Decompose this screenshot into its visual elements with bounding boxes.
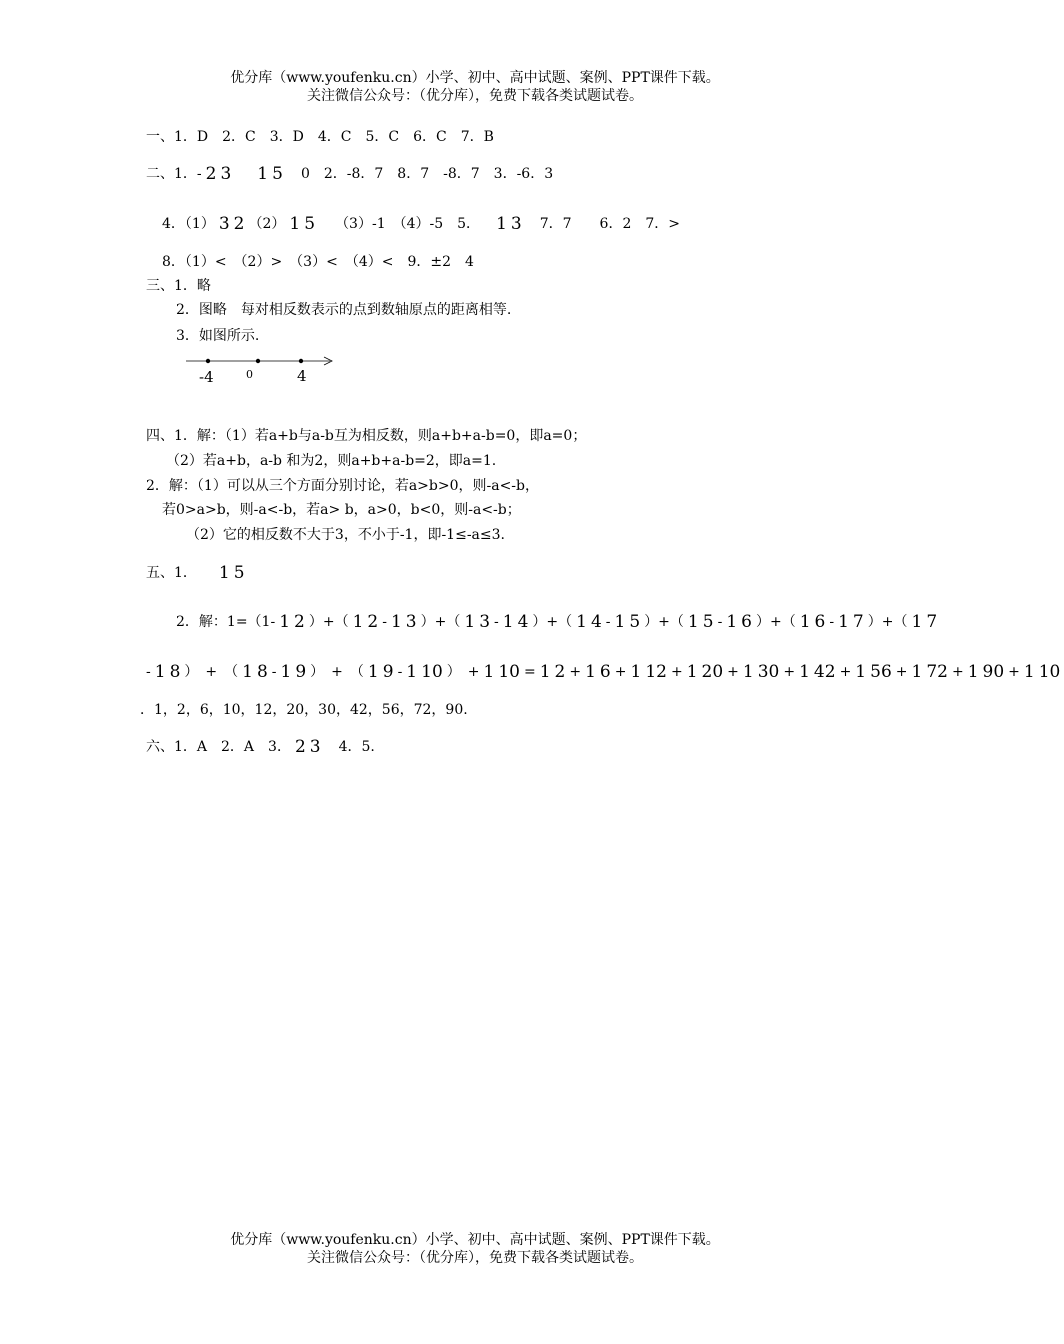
denominator: 3	[405, 611, 417, 632]
answer-section-5-line-1	[146, 563, 249, 583]
fraction	[501, 613, 531, 632]
fraction	[204, 165, 234, 184]
denominator: 56	[870, 661, 892, 682]
numerator: 1	[967, 661, 979, 682]
text-segment: -	[494, 614, 499, 630]
fraction	[277, 613, 307, 632]
text-segment: 4．5.	[324, 739, 375, 755]
text-segment: -	[146, 664, 151, 680]
fraction	[628, 663, 668, 682]
text-segment: 2．解：1=（1-	[176, 614, 276, 630]
text-segment: 4．（1）	[162, 216, 215, 232]
answer-section-5-line-2	[176, 612, 941, 632]
denominator: 42	[813, 661, 836, 682]
text-segment: ）+（	[644, 614, 684, 630]
numerator: 2	[294, 736, 306, 757]
numerator: 1	[911, 661, 923, 682]
fraction	[836, 613, 866, 632]
text-segment: +	[727, 664, 739, 680]
answer-section-4-line-5: （2）它的相反数不大于3，不小于-1，即-1≤-a≤3.	[186, 527, 505, 543]
fraction	[494, 215, 524, 234]
number-line-label: -4	[199, 368, 214, 386]
answer-section-4-line-3: 2．解：（1）可以从三个方面分别讨论，若a>b>0，则-a<-b，	[146, 478, 539, 494]
fraction	[217, 215, 247, 234]
fraction	[686, 613, 716, 632]
denominator: 3	[309, 736, 321, 757]
header-line-2: 关注微信公众号：（优分库），免费下载各类试题试卷。	[307, 88, 643, 104]
text-segment: -	[717, 614, 723, 630]
answer-section-3-line-2: 2．图略 每对相反数表示的点到数轴原点的距离相等.	[176, 302, 512, 318]
denominator: 12	[645, 661, 667, 682]
fraction	[255, 165, 285, 184]
numerator: 1	[218, 562, 230, 583]
denominator: 6	[814, 611, 826, 632]
answer-section-3-line-3: 3．如图所示.	[176, 328, 260, 344]
denominator: 9	[382, 661, 394, 682]
numerator: 1	[154, 661, 166, 682]
denominator: 10	[498, 661, 520, 682]
text-segment: =	[523, 664, 536, 680]
denominator: 10	[1038, 661, 1061, 682]
denominator: 5	[702, 611, 714, 632]
denominator: 30	[757, 661, 780, 682]
point-4	[299, 359, 303, 363]
fraction	[217, 564, 247, 583]
denominator: 6	[599, 661, 611, 682]
denominator: 5	[629, 611, 641, 632]
fraction	[351, 613, 381, 632]
text-segment: ）+（	[420, 614, 461, 630]
numerator: 1	[406, 661, 418, 682]
point-minus-4	[206, 359, 210, 363]
text-segment: -	[271, 664, 277, 680]
numerator: 1	[799, 611, 811, 632]
numerator: 1	[585, 661, 596, 682]
text-segment: 二、1．-	[146, 166, 202, 182]
denominator: 7	[926, 611, 938, 632]
fraction	[910, 663, 950, 682]
numerator: 1	[838, 611, 849, 632]
denominator: 72	[926, 661, 948, 682]
numerator: 1	[687, 611, 699, 632]
numerator: 1	[1023, 661, 1035, 682]
denominator: 9	[295, 661, 307, 682]
answer-section-1: 一、1．D 2．C 3．D 4．C 5．C 6．C 7．B	[146, 129, 494, 145]
numerator: 1	[289, 213, 301, 234]
numerator: 1	[352, 611, 364, 632]
denominator: 4	[517, 611, 529, 632]
text-segment: -	[397, 664, 403, 680]
text-segment: ）+（	[755, 614, 796, 630]
denominator: 8	[256, 661, 268, 682]
footer-line-1: 优分库（www.youfenku.cn）小学、初中、高中试题、案例、PPT课件下载。	[230, 1232, 720, 1248]
fraction	[685, 663, 725, 682]
numerator: 1	[911, 611, 923, 632]
fraction	[389, 613, 419, 632]
denominator: 3	[510, 213, 522, 234]
fraction	[1022, 663, 1062, 682]
text-segment: ）+（	[867, 614, 908, 630]
denominator: 8	[169, 661, 181, 682]
fraction	[538, 663, 568, 682]
numerator: 1	[464, 611, 476, 632]
fraction	[724, 613, 754, 632]
answer-section-5-line-4: ．1，2，6，10，12，20，30，42，56，72，90.	[140, 702, 468, 718]
fraction	[966, 663, 1006, 682]
denominator: 2	[294, 611, 305, 632]
fraction	[240, 663, 270, 682]
fraction	[797, 663, 837, 682]
text-segment: 7．7 6．2 7．>	[525, 216, 680, 232]
text-segment: （2）	[248, 216, 286, 232]
fraction	[293, 738, 323, 757]
answer-section-2-line-3: 8．（1）< （2）> （3）< （4）< 9．±2 4	[162, 254, 474, 270]
answer-section-4-line-1: 四、1．解：（1）若a+b与a-b互为相反数，则a+b+a-b=0，即a=0；	[146, 428, 587, 444]
fraction	[462, 613, 492, 632]
header-line-1: 优分库（www.youfenku.cn）小学、初中、高中试题、案例、PPT课件下载。	[230, 70, 720, 86]
numerator: 1	[726, 611, 738, 632]
denominator: 3	[220, 163, 232, 184]
denominator: 10	[421, 661, 443, 682]
answer-section-2-line-1	[146, 164, 553, 184]
numerator: 2	[205, 163, 217, 184]
text-segment: +	[670, 664, 683, 680]
text-segment: ） +	[446, 664, 480, 680]
text-segment: -	[382, 614, 387, 630]
denominator: 5	[233, 562, 245, 583]
numerator: 1	[686, 661, 698, 682]
text-segment: 六、1．A 2．A 3．	[146, 739, 291, 755]
numerator: 1	[496, 213, 507, 234]
numerator: 1	[367, 661, 379, 682]
footer-line-2: 关注微信公众号：（优分库），免费下载各类试题试卷。	[307, 1250, 643, 1266]
numerator: 1	[502, 611, 514, 632]
text-segment: ）+（	[532, 614, 573, 630]
numerator: 1	[280, 661, 292, 682]
fraction	[613, 613, 643, 632]
denominator: 2	[367, 611, 379, 632]
text-segment: -	[605, 614, 611, 630]
text-segment: +	[783, 664, 796, 680]
text-segment: +	[895, 664, 908, 680]
answer-section-4-line-4: 若0>a>b，则-a<-b，若a> b，a>0，b<0，则-a<-b；	[162, 502, 521, 518]
number-line-label: 4	[297, 367, 307, 385]
fraction	[574, 613, 604, 632]
fraction	[741, 663, 781, 682]
point-0	[256, 359, 260, 363]
numerator: 1	[630, 661, 642, 682]
fraction	[853, 663, 893, 682]
answer-section-4-line-2: （2）若a+b，a-b 和为2，则a+b+a-b=2，即a=1.	[166, 453, 497, 469]
text-segment: ） + （	[310, 664, 364, 680]
answer-section-5-line-3	[146, 662, 1064, 682]
fraction	[366, 663, 396, 682]
denominator: 2	[233, 213, 245, 234]
numerator: 1	[242, 661, 253, 682]
numerator: 1	[279, 611, 291, 632]
answer-section-3-line-1: 三、1．略	[146, 278, 211, 294]
text-segment: +	[614, 664, 627, 680]
numerator: 1	[576, 611, 587, 632]
numerator: 1	[614, 611, 626, 632]
numerator: 3	[218, 213, 230, 234]
fraction	[583, 663, 613, 682]
numerator: 1	[855, 661, 867, 682]
denominator: 3	[479, 611, 491, 632]
numerator: 1	[539, 661, 551, 682]
text-segment: 五、1．	[146, 565, 197, 581]
fraction	[404, 663, 444, 682]
text-segment: ）+（	[308, 614, 349, 630]
fraction	[287, 215, 317, 234]
numerator: 1	[257, 163, 269, 184]
text-segment: ） + （	[184, 664, 239, 680]
numerator: 1	[390, 611, 402, 632]
text-segment: 0 2．-8．7 8．7 -8．7 3．-6．3	[286, 166, 554, 182]
fraction	[482, 663, 522, 682]
denominator: 2	[554, 661, 566, 682]
denominator: 5	[272, 163, 283, 184]
denominator: 6	[741, 611, 752, 632]
denominator: 4	[590, 611, 602, 632]
numerator: 1	[799, 661, 810, 682]
text-segment: -	[829, 614, 835, 630]
denominator: 7	[852, 611, 864, 632]
text-segment: +	[839, 664, 852, 680]
fraction	[279, 663, 309, 682]
text-segment: +	[1008, 664, 1020, 680]
numerator: 1	[742, 661, 754, 682]
fraction	[909, 613, 939, 632]
text-segment: （3）-1 （4）-5 5．	[335, 216, 481, 232]
text-segment: +	[569, 664, 582, 680]
answer-section-2-line-2	[162, 214, 680, 234]
fraction	[798, 613, 828, 632]
denominator: 5	[304, 213, 316, 234]
fraction	[153, 663, 183, 682]
text-segment: +	[951, 664, 964, 680]
number-line-label: 0	[246, 368, 253, 381]
denominator: 90	[982, 661, 1005, 682]
denominator: 20	[701, 661, 724, 682]
answer-section-6	[146, 737, 375, 757]
numerator: 1	[483, 661, 495, 682]
